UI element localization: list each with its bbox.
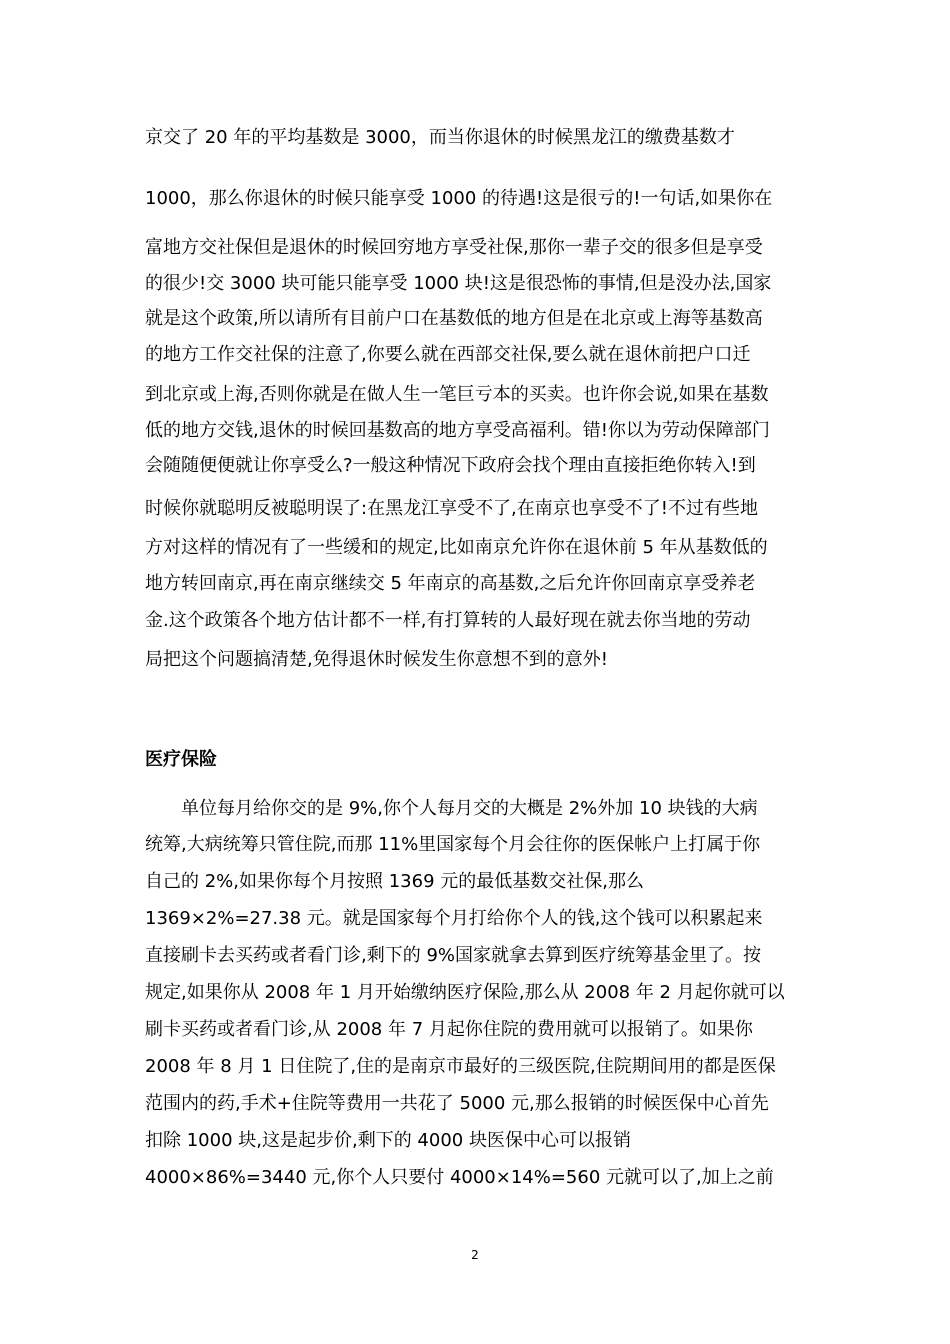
paragraph-line: 1000，那么你退休的时候只能享受 1000 的待遇!这是很亏的!一句话,如果你在 (145, 188, 773, 209)
paragraph-line: 富地方交社保但是退休的时候回穷地方享受社保,那你一辈子交的很多但是享受 (145, 237, 763, 258)
paragraph-line: 直接刷卡去买药或者看门诊,剩下的 9%国家就拿去算到医疗统筹基金里了。按 (145, 945, 761, 966)
paragraph-line: 的很少!交 3000 块可能只能享受 1000 块!这是很恐怖的事情,但是没办法,国家 (145, 273, 772, 294)
paragraph-line: 地方转回南京,再在南京继续交 5 年南京的高基数,之后允许你回南京享受养老 (145, 573, 756, 594)
paragraph-line: 范围内的药,手术+住院等费用一共花了 5000 元,那么报销的时候医保中心首先 (145, 1093, 769, 1114)
paragraph-line: 局把这个问题搞清楚,免得退休时候发生你意想不到的意外! (145, 649, 608, 670)
paragraph-line: 刷卡买药或者看门诊,从 2008 年 7 月起你住院的费用就可以报销了。如果你 (145, 1019, 753, 1040)
paragraph-line: 就是这个政策,所以请所有目前户口在基数低的地方但是在北京或上海等基数高 (145, 308, 763, 329)
paragraph-line: 金.这个政策各个地方估计都不一样,有打算转的人最好现在就去你当地的劳动 (145, 610, 751, 631)
section-heading: 医疗保险 (145, 749, 217, 770)
paragraph-line: 单位每月给你交的是 9%,你个人每月交的大概是 2%外加 10 块钱的大病 (145, 798, 758, 819)
paragraph-line: 规定,如果你从 2008 年 1 月开始缴纳医疗保险,那么从 2008 年 2 月起你就可以 (145, 982, 785, 1003)
paragraph-line: 到北京或上海,否则你就是在做人生一笔巨亏本的买卖。也许你会说,如果在基数 (145, 384, 769, 405)
paragraph-line: 会随随便便就让你享受么?一般这种情况下政府会找个理由直接拒绝你转入!到 (145, 455, 756, 476)
paragraph-line: 时候你就聪明反被聪明误了:在黑龙江享受不了,在南京也享受不了!不过有些地 (145, 498, 758, 519)
paragraph-line: 低的地方交钱,退休的时候回基数高的地方享受高福利。错!你以为劳动保障部门 (145, 420, 770, 441)
paragraph-line: 4000×86%=3440 元,你个人只要付 4000×14%=560 元就可以了,加上之前 (145, 1167, 774, 1188)
paragraph-line: 扣除 1000 块,这是起步价,剩下的 4000 块医保中心可以报销 (145, 1130, 631, 1151)
paragraph-line: 自己的 2%,如果你每个月按照 1369 元的最低基数交社保,那么 (145, 871, 644, 892)
paragraph-line: 2008 年 8 月 1 日住院了,住的是南京市最好的三级医院,住院期间用的都是医保 (145, 1056, 776, 1077)
paragraph-line: 统筹,大病统筹只管住院,而那 11%里国家每个月会往你的医保帐户上打属于你 (145, 834, 761, 855)
paragraph-line: 京交了 20 年的平均基数是 3000，而当你退休的时候黑龙江的缴费基数才 (145, 127, 735, 148)
paragraph-line: 1369×2%=27.38 元。就是国家每个月打给你个人的钱,这个钱可以积累起来 (145, 908, 763, 929)
paragraph-line: 的地方工作交社保的注意了,你要么就在西部交社保,要么就在退休前把户口迁 (145, 344, 751, 365)
page-number: 2 (471, 1248, 479, 1262)
paragraph-line: 方对这样的情况有了一些缓和的规定,比如南京允许你在退休前 5 年从基数低的 (145, 537, 768, 558)
